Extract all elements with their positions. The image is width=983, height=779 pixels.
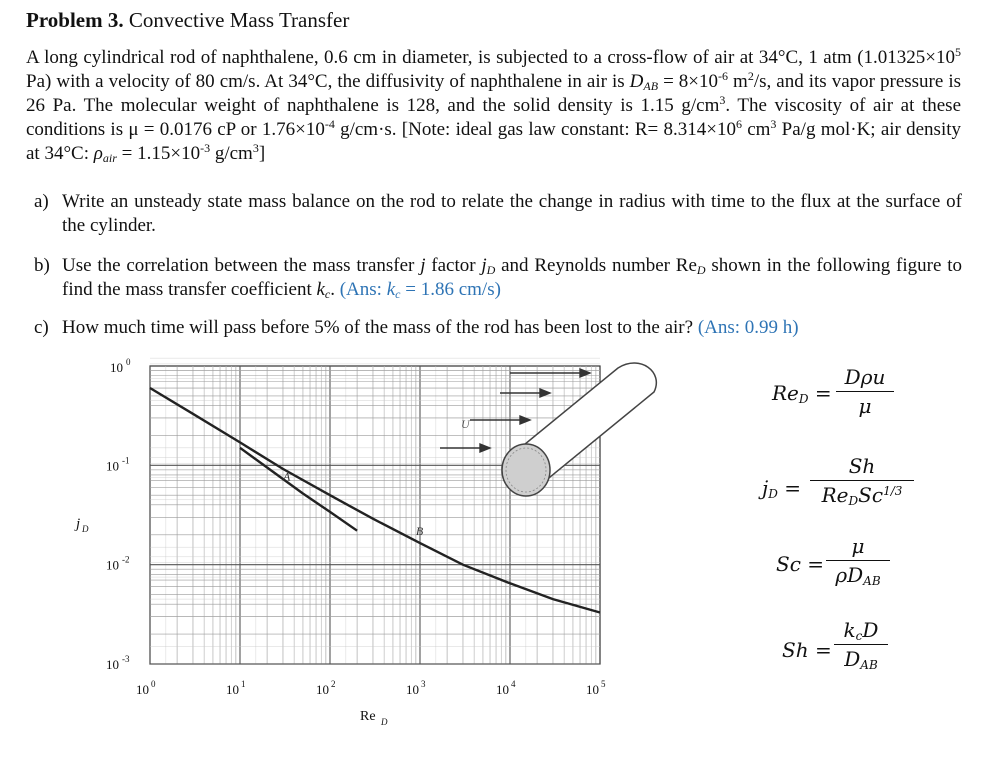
x-axis-label: Re — [360, 709, 376, 724]
x-tick-label: 10 — [136, 682, 149, 697]
x-tick-label: 10 — [316, 682, 329, 697]
question-b-answer: (Ans: $k_c = 1.86$ cm/s) — [339, 279, 501, 301]
y-axis-label-sub: D — [82, 524, 89, 534]
annotation-u: U — [461, 417, 470, 431]
y-tick-exp: -1 — [122, 455, 130, 466]
y-tick-exp: -3 — [122, 654, 130, 664]
cylinder-illustration — [440, 363, 656, 496]
x-tick-exp: 0 — [151, 679, 156, 689]
annotation-b: B — [415, 523, 424, 538]
problem-title — [26, 8, 349, 33]
plot-frame — [150, 366, 600, 664]
y-axis-label: j — [76, 516, 81, 532]
x-tick-label: 10 — [226, 682, 239, 697]
problem-number: Problem 3. — [26, 8, 124, 32]
problem-statement: A long cylindrical rod of naphthalene, 0.6 cm in diameter, is subjected to a cross-flow of air at 34°C, 1 atm ($1.01325\times 10^5$ Pa) with a velocity of 80 cm/s. At 34°C, the diffusivity of naphthalene in air is $D_{AB} = 8\times 10^{-6}$ $m^2/s$, and its vapor pressure is 26 Pa. The molecular weight of naphthalene is 128, and the solid density is 1.15 $g/cm^3$. The viscosity of air at these conditions is μ = 0.0176 cP or $1.76\times 10^{-4}$ g/cm·s. [Note: ideal gas law constant: $R= 8.314\times 10^6$ $cm^3$ Pa/g mol·K; air density at 34°C: $\rho_{air} = 1.15\times 10^{-3}$ $g/cm^3$] — [26, 45, 962, 165]
y-top-exp: 0 — [126, 357, 131, 367]
x-axis-label-sub: D — [381, 717, 388, 727]
problem-topic: Convective Mass Transfer — [128, 8, 350, 32]
question-c-label: c) — [34, 317, 49, 338]
question-b-text: Use the correlation between the mass transfer j factor $j_D$ and Reynolds number $Re_D$ shown in the following figure to find the mass transfer coefficient $k_c$. (Ans: $k_c = 1.86$ cm/s) — [62, 255, 962, 301]
chart-curves — [150, 388, 600, 613]
question-b-label: b) — [34, 255, 50, 276]
chart-grid — [150, 358, 600, 664]
y-top-label: 10 — [110, 360, 123, 375]
question-b — [34, 254, 962, 302]
jd-vs-re-chart — [0, 350, 700, 779]
x-tick-exp: 4 — [511, 679, 516, 689]
question-c-answer: (Ans: 0.99 h) — [697, 317, 799, 338]
y-tick-label: 10 — [106, 557, 119, 573]
x-tick-label: 10 — [406, 682, 419, 697]
chart-labels — [74, 357, 606, 727]
question-a-label: a) — [34, 191, 49, 212]
y-tick-exp: -2 — [122, 554, 130, 565]
question-a — [34, 190, 962, 238]
annotation-a: A — [282, 469, 291, 484]
curve-b — [150, 388, 600, 613]
x-tick-exp: 2 — [331, 679, 336, 689]
y-tick-label: 10 — [106, 657, 119, 672]
curve-a — [240, 448, 357, 531]
x-tick-label: 10 — [586, 682, 599, 697]
x-tick-exp: 1 — [241, 679, 246, 689]
question-a-text: Write an unsteady state mass balance on the rod to relate the change in radius with time to the flux at the surface of the cylinder. — [62, 191, 962, 236]
question-c — [34, 316, 962, 340]
question-c-text: How much time will pass before 5% of the mass of the rod has been lost to the air? (Ans: 0.99 h) — [62, 317, 799, 338]
x-tick-exp: 5 — [601, 679, 606, 689]
x-tick-exp: 3 — [421, 679, 426, 689]
x-tick-label: 10 — [496, 682, 509, 697]
y-tick-label: 10 — [106, 458, 119, 474]
